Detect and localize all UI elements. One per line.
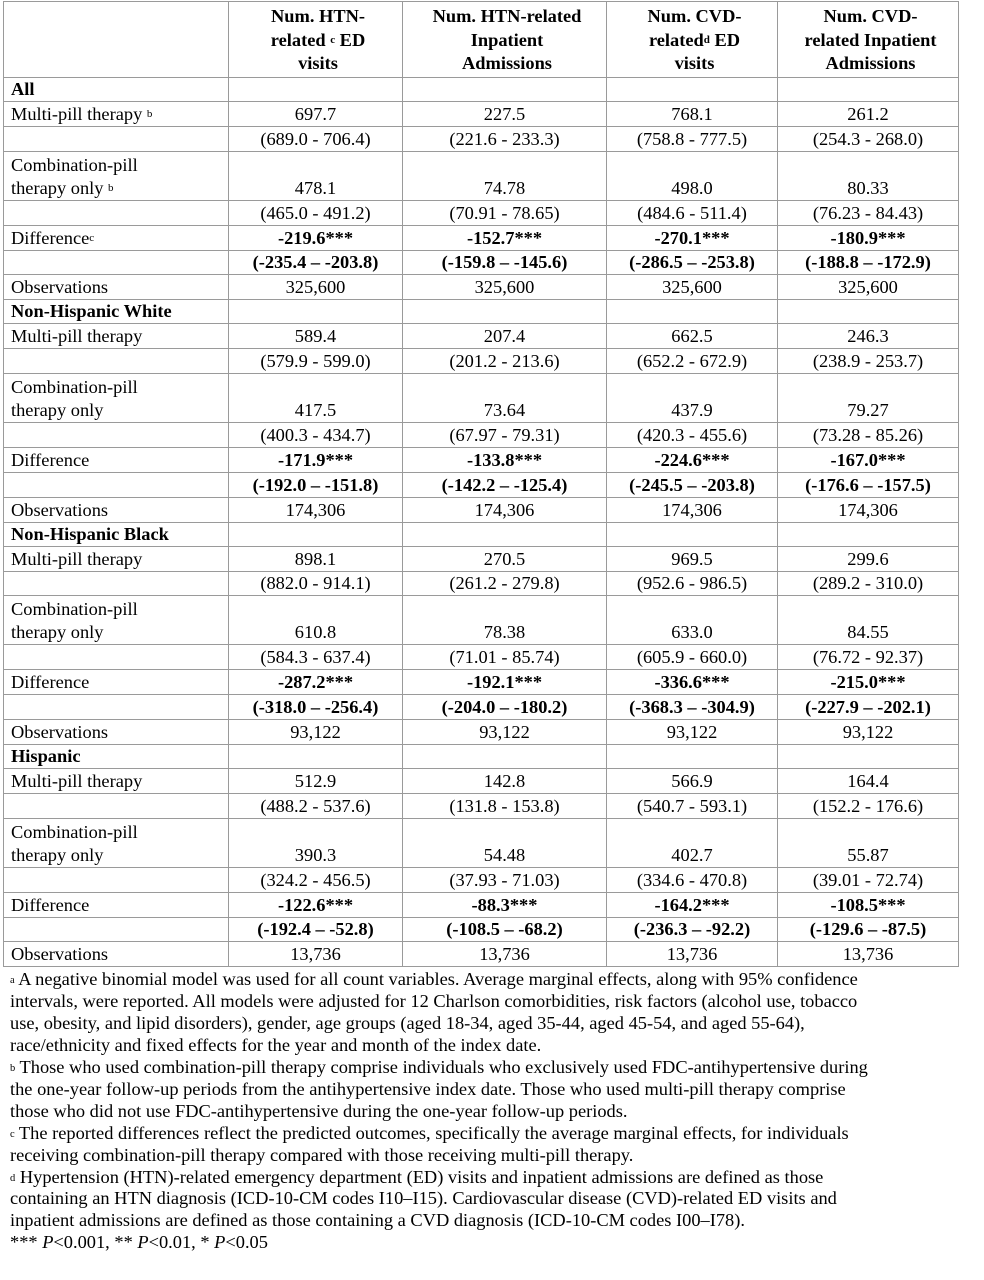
difference-ci-value: (-142.2 – -125.4) [403, 472, 607, 497]
value-cell: 270.5 [403, 546, 607, 571]
row-label [4, 448, 229, 473]
value-cell: 174,306 [778, 497, 959, 522]
empty-cell [403, 522, 607, 546]
row-label-text: Multi-pill therapy [11, 103, 147, 124]
difference-ci-value: (-245.5 – -203.8) [607, 472, 778, 497]
footnote-line: intervals, were reported. All models were adjusted for 12 Charlson comorbidities, risk factors (alcohol use, tobacco [10, 991, 858, 1012]
value-cell: 498.0 [607, 151, 778, 200]
group-title: Non-Hispanic White [4, 300, 229, 324]
row-label-text: Observations [11, 944, 109, 965]
row-label [4, 670, 229, 695]
footnote-marker: c [330, 33, 336, 46]
value-cell: 325,600 [778, 275, 959, 300]
observations-row [4, 942, 959, 967]
value-cell: (420.3 - 455.6) [607, 423, 778, 448]
value-cell: (289.2 - 310.0) [778, 571, 959, 596]
results-table-panel [3, 1, 958, 1254]
value-cell: 768.1 [607, 102, 778, 127]
difference-ci-value: (-204.0 – -180.2) [403, 695, 607, 720]
empty-cell [607, 745, 778, 769]
row-label [4, 720, 229, 745]
row-label [4, 867, 229, 892]
empty-cell [403, 300, 607, 324]
footnote-line: the one-year follow-up periods from the antihypertensive index date. Those who used multi-pill therapy comprise [10, 1078, 846, 1099]
multi-pill-row [4, 546, 959, 571]
row-label [4, 324, 229, 349]
difference-value: -287.2*** [229, 670, 403, 695]
header-text: ED [335, 29, 366, 50]
footnote-a [10, 969, 956, 1057]
row-label [4, 818, 229, 867]
group-header-row [4, 522, 959, 546]
difference-value: -167.0*** [778, 448, 959, 473]
difference-ci-value: (-192.4 – -52.8) [229, 917, 403, 942]
row-label [4, 596, 229, 645]
difference-ci-value: (-192.0 – -151.8) [229, 472, 403, 497]
header-text: Num. HTN- [270, 6, 365, 26]
difference-value: -219.6*** [229, 225, 403, 250]
empty-cell [778, 300, 959, 324]
group-header-row [4, 78, 959, 102]
value-cell: 227.5 [403, 102, 607, 127]
combination-pill-ci-row [4, 867, 959, 892]
sig-text: <0.001, ** [53, 1232, 138, 1253]
value-cell: (71.01 - 85.74) [403, 645, 607, 670]
value-cell: 207.4 [403, 324, 607, 349]
row-label-text: therapy only [11, 400, 104, 421]
footnote-line: race/ethnicity and fixed effects for the year and month of the index date. [10, 1035, 542, 1056]
value-cell: 478.1 [229, 151, 403, 200]
value-cell: (465.0 - 491.2) [229, 200, 403, 225]
header-htn-inpatient [403, 2, 607, 78]
row-label [4, 645, 229, 670]
difference-ci-row [4, 917, 959, 942]
footnote-line: A negative binomial model was used for all count variables. Average marginal effects, along with 95% confidence [14, 969, 858, 990]
multi-pill-row [4, 102, 959, 127]
row-label [4, 102, 229, 127]
value-cell: (579.9 - 599.0) [229, 349, 403, 374]
footnote-marker: c [10, 1128, 15, 1140]
value-cell: 93,122 [607, 720, 778, 745]
sig-text: <0.01, * [148, 1232, 215, 1253]
multi-pill-ci-row [4, 349, 959, 374]
sig-p: P [42, 1232, 54, 1253]
value-cell: (254.3 - 268.0) [778, 126, 959, 151]
row-label-text: Combination-pill [11, 821, 138, 842]
value-cell: 74.78 [403, 151, 607, 200]
row-label [4, 200, 229, 225]
footnote-marker: d [10, 1172, 16, 1184]
sig-text: *** [10, 1232, 43, 1253]
difference-ci-value: (-235.4 – -203.8) [229, 250, 403, 275]
row-label-text: Difference [11, 227, 90, 248]
value-cell: 13,736 [607, 942, 778, 967]
row-label [4, 769, 229, 794]
value-cell: (76.23 - 84.43) [778, 200, 959, 225]
table-header-row [4, 2, 959, 78]
header-text: visits [674, 53, 715, 73]
row-label-text: Combination-pill [11, 154, 138, 175]
difference-ci-value: (-236.3 – -92.2) [607, 917, 778, 942]
difference-value: -180.9*** [778, 225, 959, 250]
row-label-text: therapy only [11, 844, 104, 865]
empty-cell [403, 78, 607, 102]
row-label-text: Observations [11, 499, 109, 520]
row-label [4, 275, 229, 300]
difference-value: -108.5*** [778, 892, 959, 917]
header-text: visits [298, 53, 338, 73]
difference-ci-value: (-188.8 – -172.9) [778, 250, 959, 275]
value-cell: 566.9 [607, 769, 778, 794]
row-label [4, 151, 229, 200]
value-cell: 13,736 [229, 942, 403, 967]
value-cell: (882.0 - 914.1) [229, 571, 403, 596]
value-cell: 898.1 [229, 546, 403, 571]
value-cell: 84.55 [778, 596, 959, 645]
footnote-line: Hypertension (HTN)-related emergency department (ED) visits and inpatient admissions are defined as those [15, 1166, 824, 1187]
difference-ci-value: (-108.5 – -68.2) [403, 917, 607, 942]
row-label-text: Difference [11, 672, 90, 693]
difference-ci-row [4, 250, 959, 275]
value-cell: (221.6 - 233.3) [403, 126, 607, 151]
header-empty-cell [4, 2, 229, 78]
combination-pill-row [4, 818, 959, 867]
difference-ci-value: (-318.0 – -256.4) [229, 695, 403, 720]
value-cell: (261.2 - 279.8) [403, 571, 607, 596]
row-label [4, 472, 229, 497]
difference-value: -192.1*** [403, 670, 607, 695]
empty-cell [778, 745, 959, 769]
table-footnotes [3, 969, 958, 1254]
row-label [4, 892, 229, 917]
value-cell: 299.6 [778, 546, 959, 571]
row-label [4, 126, 229, 151]
value-cell: 610.8 [229, 596, 403, 645]
difference-ci-value: (-129.6 – -87.5) [778, 917, 959, 942]
combination-pill-row [4, 596, 959, 645]
value-cell: (540.7 - 593.1) [607, 793, 778, 818]
value-cell: 402.7 [607, 818, 778, 867]
observations-row [4, 275, 959, 300]
difference-value: -171.9*** [229, 448, 403, 473]
value-cell: (952.6 - 986.5) [607, 571, 778, 596]
combination-pill-ci-row [4, 423, 959, 448]
row-label-text: Multi-pill therapy [11, 770, 143, 791]
row-label [4, 917, 229, 942]
header-text: ED [709, 29, 741, 50]
sig-text: <0.05 [225, 1232, 268, 1253]
value-cell: 93,122 [229, 720, 403, 745]
combination-pill-row [4, 374, 959, 423]
results-table [3, 1, 959, 967]
value-cell: 93,122 [403, 720, 607, 745]
difference-row [4, 670, 959, 695]
empty-cell [607, 522, 778, 546]
row-label [4, 793, 229, 818]
row-label [4, 423, 229, 448]
value-cell: 697.7 [229, 102, 403, 127]
value-cell: 969.5 [607, 546, 778, 571]
results-table-body [4, 2, 959, 967]
value-cell: (39.01 - 72.74) [778, 867, 959, 892]
value-cell: (131.8 - 153.8) [403, 793, 607, 818]
value-cell: 55.87 [778, 818, 959, 867]
difference-value: -88.3*** [403, 892, 607, 917]
difference-value: -336.6*** [607, 670, 778, 695]
multi-pill-ci-row [4, 126, 959, 151]
difference-ci-value: (-176.6 – -157.5) [778, 472, 959, 497]
value-cell: (334.6 - 470.8) [607, 867, 778, 892]
footnote-line: Those who used combination-pill therapy comprise individuals who exclusively used FDC-antihypertensive during [15, 1057, 868, 1077]
difference-ci-value: (-159.8 – -145.6) [403, 250, 607, 275]
row-label-text: Observations [11, 277, 109, 298]
value-cell: 174,306 [403, 497, 607, 522]
footnote-b [10, 1057, 956, 1123]
difference-ci-row [4, 695, 959, 720]
value-cell: 662.5 [607, 324, 778, 349]
value-cell: 80.33 [778, 151, 959, 200]
empty-cell [607, 300, 778, 324]
difference-value: -152.7*** [403, 225, 607, 250]
difference-value: -270.1*** [607, 225, 778, 250]
sig-p: P [137, 1232, 149, 1253]
footnote-marker: c [89, 231, 95, 244]
header-text: Num. CVD- [823, 6, 918, 26]
observations-row [4, 497, 959, 522]
value-cell: 261.2 [778, 102, 959, 127]
value-cell: 174,306 [607, 497, 778, 522]
difference-value: -215.0*** [778, 670, 959, 695]
row-label [4, 695, 229, 720]
group-title: Non-Hispanic Black [4, 522, 229, 546]
difference-row [4, 448, 959, 473]
significance-note [10, 1232, 956, 1254]
empty-cell [778, 78, 959, 102]
value-cell: (652.2 - 672.9) [607, 349, 778, 374]
header-text: Num. HTN-related [432, 6, 582, 26]
multi-pill-row [4, 324, 959, 349]
footnote-d [10, 1167, 956, 1233]
combination-pill-ci-row [4, 645, 959, 670]
value-cell: 73.64 [403, 374, 607, 423]
value-cell: (605.9 - 660.0) [607, 645, 778, 670]
header-htn-ed-visits [229, 2, 403, 78]
sig-p: P [214, 1232, 226, 1253]
row-label-text: Multi-pill therapy [11, 326, 143, 347]
multi-pill-ci-row [4, 571, 959, 596]
header-cvd-ed-visits [607, 2, 778, 78]
value-cell: 325,600 [403, 275, 607, 300]
row-label [4, 349, 229, 374]
observations-row [4, 720, 959, 745]
value-cell: (400.3 - 434.7) [229, 423, 403, 448]
value-cell: 633.0 [607, 596, 778, 645]
value-cell: 589.4 [229, 324, 403, 349]
row-label-text: Multi-pill therapy [11, 548, 143, 569]
value-cell: (201.2 - 213.6) [403, 349, 607, 374]
empty-cell [607, 78, 778, 102]
header-cvd-inpatient [778, 2, 959, 78]
value-cell: 512.9 [229, 769, 403, 794]
empty-cell [403, 745, 607, 769]
combination-pill-ci-row [4, 200, 959, 225]
row-label-text: Difference [11, 894, 90, 915]
difference-value: -122.6*** [229, 892, 403, 917]
value-cell: (37.93 - 71.03) [403, 867, 607, 892]
header-text: Num. CVD- [647, 6, 742, 26]
combination-pill-row [4, 151, 959, 200]
value-cell: (67.97 - 79.31) [403, 423, 607, 448]
footnote-line: The reported differences reflect the predicted outcomes, specifically the average marginal effects, for individuals [14, 1122, 849, 1143]
header-text: related Inpatient [804, 29, 937, 50]
difference-value: -164.2*** [607, 892, 778, 917]
row-label [4, 546, 229, 571]
header-text: Inpatient [470, 29, 544, 50]
difference-ci-value: (-368.3 – -304.9) [607, 695, 778, 720]
row-label [4, 497, 229, 522]
header-text: Admissions [825, 53, 916, 73]
value-cell: 13,736 [403, 942, 607, 967]
value-cell: 174,306 [229, 497, 403, 522]
row-label-text: therapy only [11, 622, 104, 643]
header-text: related [648, 29, 704, 50]
value-cell: 437.9 [607, 374, 778, 423]
header-text: Admissions [462, 53, 552, 73]
value-cell: 13,736 [778, 942, 959, 967]
value-cell: (324.2 - 456.5) [229, 867, 403, 892]
row-label [4, 374, 229, 423]
footnote-c [10, 1123, 956, 1167]
difference-row [4, 225, 959, 250]
value-cell: 390.3 [229, 818, 403, 867]
difference-ci-row [4, 472, 959, 497]
value-cell: (73.28 - 85.26) [778, 423, 959, 448]
value-cell: (76.72 - 92.37) [778, 645, 959, 670]
empty-cell [229, 522, 403, 546]
footnote-line: receiving combination-pill therapy compared with those receiving multi-pill therapy. [10, 1144, 634, 1165]
row-label [4, 942, 229, 967]
group-header-row [4, 745, 959, 769]
footnote-line: inpatient admissions are defined as those containing a CVD diagnosis (ICD-10-CM codes I00–I78). [10, 1210, 745, 1231]
value-cell: 246.3 [778, 324, 959, 349]
value-cell: 54.48 [403, 818, 607, 867]
value-cell: 325,600 [607, 275, 778, 300]
row-label [4, 250, 229, 275]
difference-value: -224.6*** [607, 448, 778, 473]
value-cell: (70.91 - 78.65) [403, 200, 607, 225]
footnote-marker: b [108, 181, 114, 194]
multi-pill-ci-row [4, 793, 959, 818]
empty-cell [778, 522, 959, 546]
value-cell: 142.8 [403, 769, 607, 794]
row-label-text: Observations [11, 722, 109, 743]
group-header-row [4, 300, 959, 324]
empty-cell [229, 745, 403, 769]
value-cell: (584.3 - 637.4) [229, 645, 403, 670]
footnote-marker: b [10, 1063, 16, 1074]
footnote-line: use, obesity, and lipid disorders), gender, age groups (aged 18-34, aged 35-44, aged 45-54, and aged 55-64), [10, 1013, 805, 1034]
footnote-marker: a [10, 975, 15, 987]
value-cell: (689.0 - 706.4) [229, 126, 403, 151]
footnote-line: those who did not use FDC-antihypertensive during the one-year follow-up periods. [10, 1100, 628, 1121]
value-cell: (758.8 - 777.5) [607, 126, 778, 151]
footnote-marker: d [703, 33, 710, 46]
value-cell: 325,600 [229, 275, 403, 300]
value-cell: 78.38 [403, 596, 607, 645]
row-label-text: Difference [11, 449, 90, 470]
multi-pill-row [4, 769, 959, 794]
value-cell: (484.6 - 511.4) [607, 200, 778, 225]
row-label-text: therapy only [11, 177, 109, 198]
empty-cell [229, 78, 403, 102]
value-cell: 417.5 [229, 374, 403, 423]
difference-ci-value: (-286.5 – -253.8) [607, 250, 778, 275]
group-title: All [4, 78, 229, 102]
footnote-line: containing an HTN diagnosis (ICD-10-CM codes I10–I15). Cardiovascular disease (CVD)-related ED visits and [10, 1188, 837, 1209]
row-label [4, 571, 229, 596]
difference-ci-value: (-227.9 – -202.1) [778, 695, 959, 720]
group-title: Hispanic [4, 745, 229, 769]
value-cell: 79.27 [778, 374, 959, 423]
difference-row [4, 892, 959, 917]
value-cell: (488.2 - 537.6) [229, 793, 403, 818]
value-cell: (152.2 - 176.6) [778, 793, 959, 818]
row-label-text: Combination-pill [11, 599, 138, 620]
header-text: related [270, 29, 331, 50]
row-label [4, 225, 229, 250]
empty-cell [229, 300, 403, 324]
difference-value: -133.8*** [403, 448, 607, 473]
row-label-text: Combination-pill [11, 377, 138, 398]
value-cell: 164.4 [778, 769, 959, 794]
footnote-marker: b [146, 107, 153, 120]
value-cell: (238.9 - 253.7) [778, 349, 959, 374]
value-cell: 93,122 [778, 720, 959, 745]
